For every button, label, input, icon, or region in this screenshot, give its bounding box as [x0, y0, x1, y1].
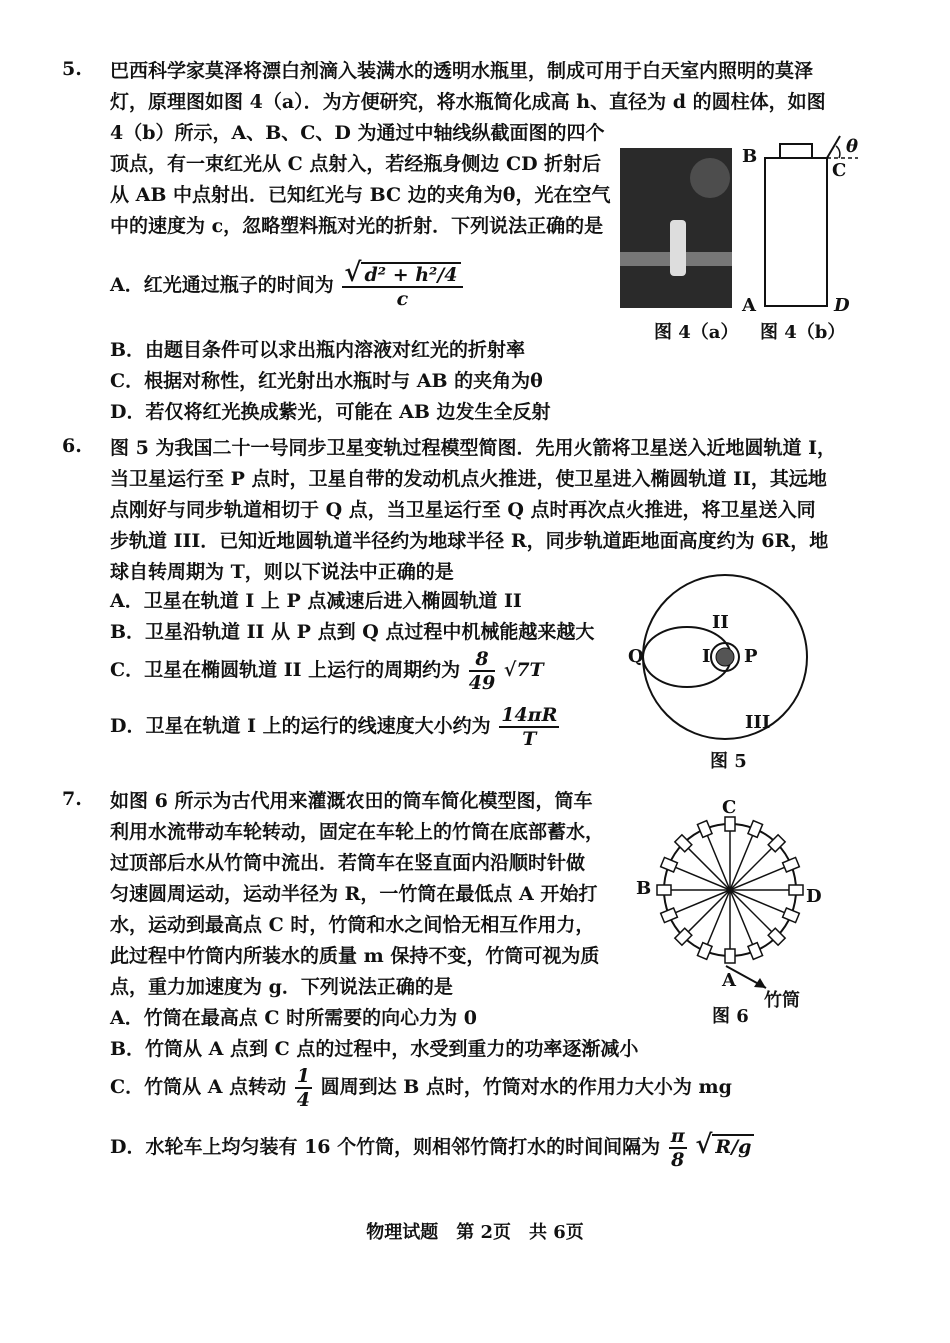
q5-option-a: [110, 258, 465, 310]
q5-line-3: 4（b）所示，A、B、C、D 为通过中轴线纵截面图的四个: [110, 122, 605, 144]
q7-line-3: 过顶部后水从竹筒中流出．若筒车在竖直面内沿顺时针做: [110, 852, 586, 874]
fig5-label-i: I: [702, 646, 711, 667]
earth: [716, 648, 734, 666]
figure-5-orbits: [625, 572, 825, 742]
fig5-label-q: Q: [628, 646, 644, 667]
q7-number: 7.: [62, 788, 82, 810]
fig5-label-ii: II: [712, 612, 729, 633]
fig4a-caption: 图 4（a）: [654, 322, 739, 343]
q5-option-a-numerator: d² + h²/4: [361, 262, 460, 286]
q5-option-a-text: A．红光通过瓶子的时间为: [110, 274, 334, 296]
bamboo-tube: [789, 885, 803, 895]
q6-option-c-numerator: 8: [469, 648, 495, 672]
fig6-label-d: D: [806, 886, 822, 907]
theta-arc: [836, 146, 840, 158]
wheel-spoke: [683, 890, 730, 937]
q7-line-5: 水，运动到最高点 C 时，竹筒和水之间恰无相互作用力，: [110, 914, 595, 936]
q6-option-b: B．卫星沿轨道 II 从 P 点到 Q 点过程中机械能越来越大: [110, 621, 595, 643]
q5-option-d: D．若仅将红光换成紫光，可能在 AB 边发生全反射: [110, 401, 551, 423]
fig4b-caption: 图 4（b）: [760, 322, 846, 343]
bottle-cap: [780, 144, 812, 158]
fig4b-label-d: D: [834, 295, 850, 316]
fig6-label-a: A: [722, 970, 736, 991]
fig4b-label-c: C: [832, 160, 847, 181]
fig4b-label-a: A: [742, 295, 756, 316]
q7-option-d-text: D．水轮车上均匀装有 16 个竹筒，则相邻竹筒打水的时间间隔为: [110, 1136, 661, 1158]
q5-option-c: C．根据对称性，红光射出水瓶时与 AB 的夹角为θ: [110, 370, 543, 392]
wheel-spoke: [683, 843, 730, 890]
q6-number: 6.: [62, 435, 82, 457]
q7-option-c-text: C．竹筒从 A 点转动: [110, 1076, 287, 1098]
q5-line-1: 巴西科学家莫泽将漂白剂滴入装满水的透明水瓶里，制成可用于白天室内照明的莫泽: [110, 60, 814, 82]
q7-line-6: 此过程中竹筒内所装水的质量 m 保持不变，竹筒可视为质: [110, 945, 600, 967]
q6-option-d: [110, 704, 561, 750]
q5-number: 5.: [62, 58, 82, 80]
photo-bottle: [670, 220, 686, 276]
q6-option-d-text: D．卫星在轨道 I 上的运行的线速度大小约为: [110, 715, 491, 737]
q7-option-d-root: R/g: [712, 1134, 754, 1158]
q6-option-d-numerator: 14πR: [501, 704, 558, 726]
q7-option-d-denominator: 8: [671, 1149, 685, 1171]
q6-option-c-text: C．卫星在椭圆轨道 II 上运行的周期约为: [110, 659, 461, 681]
q6-option-c-fraction: [469, 648, 495, 694]
q7-line-4: 匀速圆周运动，运动半径为 R，一竹筒在最低点 A 开始打: [110, 883, 598, 905]
bamboo-tube: [748, 821, 763, 838]
fig5-caption: 图 5: [710, 751, 747, 772]
fig5-label-p: P: [744, 646, 758, 667]
q7-option-a: A．竹筒在最高点 C 时所需要的向心力为 0: [110, 1007, 477, 1029]
q7-line-1: 如图 6 所示为古代用来灌溉农田的筒车简化模型图，筒车: [110, 790, 593, 812]
bamboo-tube: [657, 885, 671, 895]
q7-line-2: 利用水流带动车轮转动，固定在车轮上的竹筒在底部蓄水，: [110, 821, 605, 843]
bamboo-tube: [661, 857, 678, 872]
q7-option-c-numerator: 1: [296, 1065, 310, 1087]
page-footer: 物理试题 第 2页 共 6页: [366, 1222, 584, 1243]
q7-option-b: B．竹筒从 A 点到 C 点的过程中，水受到重力的功率逐渐减小: [110, 1038, 639, 1060]
q6-option-c-suffix: √7T: [503, 659, 544, 681]
bamboo-tube: [661, 908, 678, 923]
q7-option-c-fraction: [295, 1065, 312, 1111]
bamboo-tube: [748, 943, 763, 960]
q6-option-c: [110, 648, 544, 694]
q7-option-c: [110, 1065, 732, 1111]
fig5-label-iii: III: [745, 712, 771, 733]
wheel-spoke: [730, 890, 777, 937]
fig6-label-c: C: [722, 797, 737, 818]
q5-option-b: B．由题目条件可以求出瓶内溶液对红光的折射率: [110, 339, 526, 361]
bottle-rectangle: [765, 158, 827, 306]
q6-line-3: 点刚好与同步轨道相切于 Q 点，当卫星运行至 Q 点时再次点火推进，将卫星送入同: [110, 499, 816, 521]
q6-line-1: 图 5 为我国二十一号同步卫星变轨过程模型简图．先用火箭将卫星送入近地圆轨道 I，: [110, 437, 836, 459]
q7-option-c-denominator: 4: [296, 1089, 310, 1111]
bamboo-tube: [783, 857, 800, 872]
bamboo-tube: [697, 821, 712, 838]
fig6-tube-label: 竹筒: [764, 990, 800, 1011]
q6-option-a: A．卫星在轨道 I 上 P 点减速后进入椭圆轨道 II: [110, 590, 522, 612]
fig4b-label-b: B: [742, 146, 758, 167]
q7-option-d: D．水轮车上均匀装有 16 个竹筒，则相邻竹筒打水的时间间隔为 $\frac{\pi}{8}$ √ R/g: [110, 1125, 754, 1171]
q5-line-5: 从 AB 中点射出．已知红光与 BC 边的夹角为θ，光在空气: [110, 184, 611, 206]
q6-line-4: 步轨道 III．已知近地圆轨道半径约为地球半径 R，同步轨道距地面高度约为 6R，地: [110, 530, 829, 552]
q6-option-d-denominator: T: [522, 728, 537, 750]
fig6-caption: 图 6: [712, 1006, 749, 1027]
q5-line-4: 顶点，有一束红光从 C 点射入，若经瓶身侧边 CD 折射后: [110, 153, 602, 175]
q5-option-a-fraction: $\frac{\text{√ d² + h²/4}}{c}$: [342, 262, 462, 310]
q6-line-2: 当卫星运行至 P 点时，卫星自带的发动机点火推进，使卫星进入椭圆轨道 II，其远地: [110, 468, 827, 490]
wheel-spoke: [730, 843, 777, 890]
figure-6-waterwheel: [650, 808, 810, 978]
photo-light-glow: [690, 158, 730, 198]
q5-line-6: 中的速度为 c，忽略塑料瓶对光的折射．下列说法正确的是: [110, 215, 604, 237]
fig4b-label-theta: θ: [846, 136, 859, 157]
bamboo-tube: [725, 817, 735, 831]
fig6-label-b: B: [636, 878, 652, 899]
q5-line-2: 灯，原理图如图 4（a）．为方便研究，将水瓶简化成高 h、直径为 d 的圆柱体，如图: [110, 91, 826, 113]
bamboo-tube: [783, 908, 800, 923]
bamboo-tube: [697, 943, 712, 960]
q6-option-c-denominator: 49: [468, 672, 496, 694]
q7-option-c-suffix: 圆周到达 B 点时，竹筒对水的作用力大小为 mg: [320, 1076, 732, 1098]
q7-line-7: 点，重力加速度为 g．下列说法正确的是: [110, 976, 453, 998]
q7-option-d-numerator: π: [670, 1125, 685, 1147]
q6-line-5: 球自转周期为 T，则以下说法中正确的是: [110, 561, 454, 583]
q6-option-d-fraction: [499, 704, 559, 750]
q5-option-a-denominator: c: [396, 288, 409, 310]
q7-option-d-fraction: [669, 1125, 687, 1171]
figure-4a-photo: [620, 148, 732, 308]
